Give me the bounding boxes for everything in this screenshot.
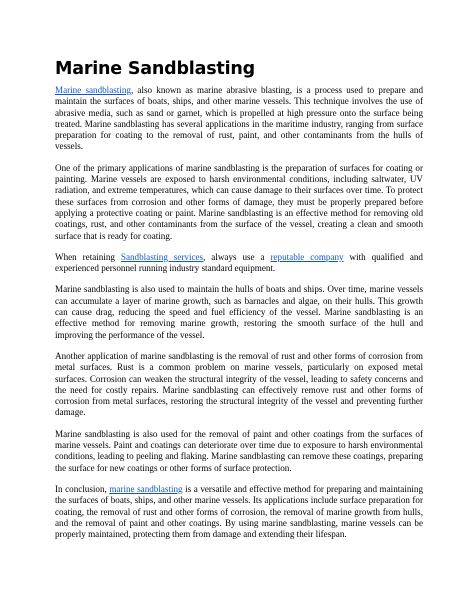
- paragraph-hull-maintenance: Marine sandblasting is also used to maintain the hulls of boats and ships. Over time, marine vessels can accumulate a layer of marine growth, such as barnacles and algae, on their hulls. This growth can cause drag, reducing the speed and fuel efficiency of the vessel. Marine sandblasting is an effective method for removing marine growth, restoring the smooth surface of the hull and improving the performance of the vessel.: [55, 284, 423, 340]
- paragraph-conclusion: [55, 484, 423, 540]
- paragraph-services-text-after: with qualified and experienced personnel running industry standard equipment.: [55, 251, 423, 274]
- paragraph-coating-prep: One of the primary applications of marine sandblasting is the preparation of surfaces for coating or painting. Marine vessels are exposed to harsh environmental conditions, including saltwater, UV radiation, and extreme temperatures, which can cause damage to their surfaces over time. To protect these surfaces from corrosion and other forms of damage, they must be properly prepared before applying a protective coating or paint. Marine sandblasting is an effective method for removing old coatings, rust, and other contaminants from the surface of the vessel, creating a clean and smooth surface that is ready for coating.: [55, 162, 423, 241]
- paragraph-services-text-middle: , always use a: [203, 251, 271, 262]
- paragraph-conclusion-text-before: In conclusion,: [55, 483, 110, 494]
- paragraph-rust-removal: Another application of marine sandblasting is the removal of rust and other forms of corrosion from metal surfaces. Rust is a common problem on marine vessels, particularly on exposed metal surfaces. Corrosion can weaken the structural integrity of the vessel, leading to safety concerns and the need for costly repairs. Marine sandblasting can effectively remove rust and other forms of corrosion from metal surfaces, restoring the structural integrity of the vessel and preventing further damage.: [55, 350, 423, 418]
- paragraph-intro-text: , also known as marine abrasive blasting, is a process used to prepare and maintain the surfaces of boats, ships, and other marine vessels. This technique involves the use of abrasive media, such as sand or garnet, which is propelled at high pressure onto the surface being treated. Marine sandblasting has several applications in the maritime industry, ranging from surface preparation for coating to the removal of rust, paint, and other contaminants from the hulls of vessels.: [55, 85, 423, 152]
- link-sandblasting-services[interactable]: Sandblasting services: [120, 251, 204, 262]
- paragraph-intro: [55, 85, 423, 153]
- paragraph-paint-removal: Marine sandblasting is also used for the removal of paint and other coatings from the surfaces of marine vessels. Paint and coatings can deteriorate over time due to exposure to harsh environmental conditions, leading to peeling and flaking. Marine sandblasting can remove these coatings, preparing the surface for new coatings or other forms of surface protection.: [55, 428, 423, 473]
- link-marine-sandblasting-conclusion[interactable]: marine sandblasting: [109, 483, 183, 494]
- link-marine-sandblasting-intro[interactable]: Marine sandblasting: [55, 85, 131, 95]
- page-title: Marine Sandblasting: [55, 59, 255, 79]
- link-reputable-company[interactable]: reputable company: [270, 251, 344, 262]
- paragraph-services-text-before: When retaining: [55, 251, 121, 262]
- paragraph-services: [55, 252, 423, 275]
- paragraph-conclusion-text-after: is a versatile and effective method for preparing and maintaining the surfaces of boats, ships, and other marine vessels. Its applications include surface preparation for coating, the removal of rust and other forms of corrosion, the removal of marine growth from hulls, and the removal of paint and other coatings. By using marine sandblasting, marine vessels can be properly maintained, protecting them from damage and extending their lifespan.: [55, 483, 424, 540]
- document-body: [55, 85, 423, 550]
